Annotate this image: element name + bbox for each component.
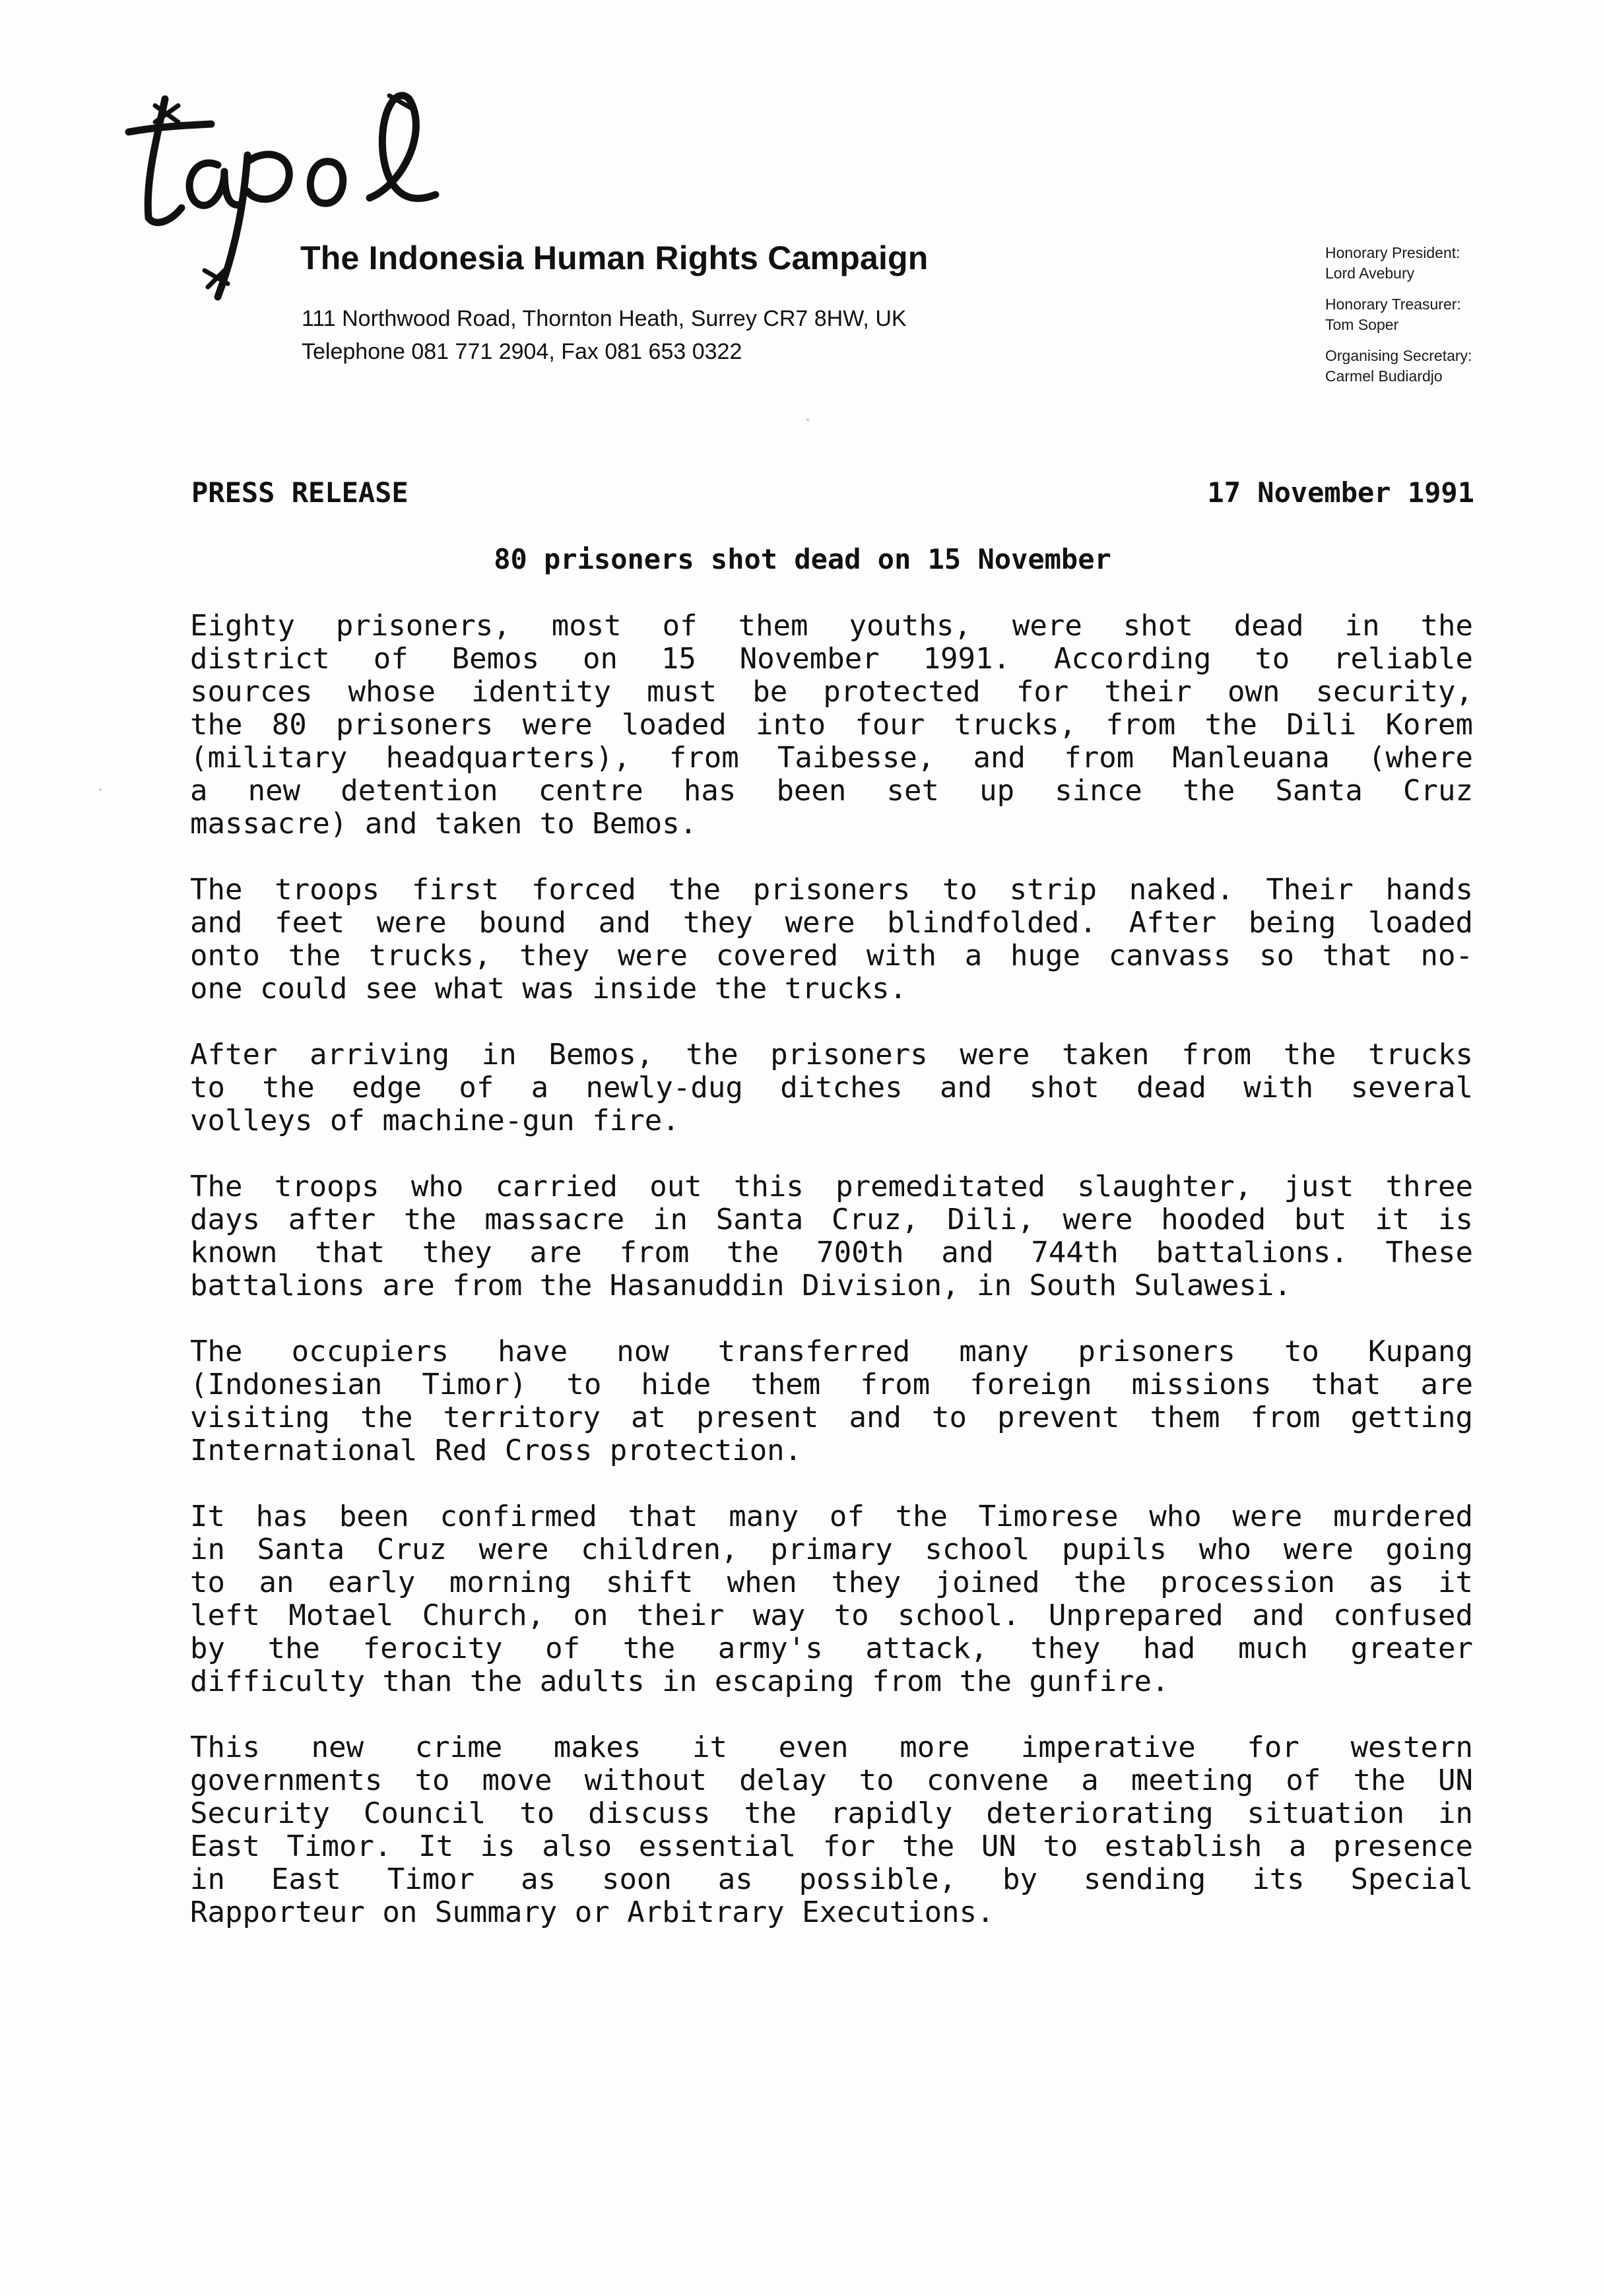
- paragraph-line: difficulty than the adults in escaping from the gunfire.: [190, 1665, 1169, 1698]
- paragraph-line: massacre) and taken to Bemos.: [190, 807, 698, 841]
- paragraph-line: East Timor. It is also essential for the UN to establish a presence: [190, 1830, 1473, 1863]
- paragraph-line: The troops first forced the prisoners to strip naked. Their hands: [190, 873, 1473, 907]
- paragraph-line: Security Council to discuss the rapidly deteriorating situation in: [190, 1797, 1473, 1830]
- paragraph-line: International Red Cross protection.: [190, 1434, 802, 1467]
- address-line: 111 Northwood Road, Thornton Heath, Surrey CR7 8HW, UK: [302, 306, 907, 331]
- paragraph-line: left Motael Church, on their way to school. Unprepared and confused: [190, 1599, 1473, 1632]
- body-paragraph: [190, 1170, 1473, 1302]
- headline: 80 prisoners shot dead on 15 November: [494, 543, 1111, 575]
- paragraph-line: (Indonesian Timor) to hide them from foreign missions that are: [190, 1368, 1473, 1401]
- paragraph-line: Eighty prisoners, most of them youths, were shot dead in the: [190, 609, 1473, 643]
- paragraph-line: This new crime makes it even more imperative for western: [190, 1731, 1473, 1764]
- paragraph-line: district of Bemos on 15 November 1991. According to reliable: [190, 642, 1473, 676]
- body-paragraph: [190, 610, 1473, 841]
- release-body: [190, 610, 1473, 1962]
- paragraph-line: in East Timor as soon as possible, by sending its Special: [190, 1863, 1473, 1896]
- paragraph-line: days after the massacre in Santa Cruz, Dili, were hooded but it is: [190, 1203, 1473, 1236]
- paragraph-line: visiting the territory at present and to prevent them from getting: [190, 1401, 1473, 1434]
- paragraph-line: After arriving in Bemos, the prisoners were taken from the trucks: [190, 1038, 1473, 1071]
- paragraph-line: to the edge of a newly-dug ditches and shot dead with several: [190, 1071, 1473, 1104]
- paragraph-line: onto the trucks, they were covered with a huge canvass so that no-: [190, 939, 1473, 973]
- scan-speck: [806, 418, 809, 421]
- paragraph-line: by the ferocity of the army's attack, they had much greater: [190, 1632, 1473, 1665]
- paragraph-line: volleys of machine-gun fire.: [190, 1104, 680, 1137]
- paragraph-line: sources whose identity must be protected for their own security,: [190, 675, 1473, 709]
- paragraph-line: a new detention centre has been set up since the Santa Cruz: [190, 774, 1473, 808]
- paragraph-line: The troops who carried out this premeditated slaughter, just three: [190, 1170, 1473, 1203]
- paragraph-line: in Santa Cruz were children, primary school pupils who were going: [190, 1533, 1473, 1566]
- paragraph-line: It has been confirmed that many of the Timorese who were murdered: [190, 1500, 1473, 1533]
- paragraph-line: to an early morning shift when they joined the procession as it: [190, 1566, 1473, 1599]
- organisation-name: The Indonesia Human Rights Campaign: [300, 239, 929, 276]
- paragraph-line: battalions are from the Hasanuddin Division, in South Sulawesi.: [190, 1269, 1292, 1302]
- paragraph-line: governments to move without delay to convene a meeting of the UN: [190, 1764, 1473, 1797]
- paragraph-line: and feet were bound and they were blindfolded. After being loaded: [190, 906, 1473, 940]
- press-release-label: PRESS RELEASE: [191, 476, 409, 509]
- release-date: 17 November 1991: [1207, 476, 1474, 509]
- officer-entry: [1325, 294, 1472, 335]
- paragraph-line: The occupiers have now transferred many prisoners to Kupang: [190, 1335, 1473, 1368]
- scan-speck: [99, 788, 102, 791]
- body-paragraph: [190, 1038, 1473, 1137]
- officer-entry: [1325, 346, 1472, 387]
- paragraph-line: Rapporteur on Summary or Arbitrary Executions.: [190, 1896, 995, 1929]
- officers-list: [1325, 243, 1472, 397]
- officer-role: Honorary President:: [1325, 244, 1460, 261]
- officer-name: Lord Avebury: [1325, 265, 1415, 282]
- officer-role: Organising Secretary:: [1325, 347, 1472, 364]
- paragraph-line: known that they are from the 700th and 744th battalions. These: [190, 1236, 1473, 1269]
- contact-line: Telephone 081 771 2904, Fax 081 653 0322: [302, 339, 742, 364]
- body-paragraph: [190, 874, 1473, 1005]
- paragraph-line: (military headquarters), from Taibesse, and from Manleuana (where: [190, 741, 1473, 775]
- officer-role: Honorary Treasurer:: [1325, 296, 1461, 313]
- paragraph-line: one could see what was inside the trucks.: [190, 972, 907, 1005]
- officer-name: Carmel Budiardjo: [1325, 367, 1443, 385]
- paragraph-line: the 80 prisoners were loaded into four trucks, from the Dili Korem: [190, 708, 1473, 742]
- organisation-address: [302, 302, 907, 368]
- officer-name: Tom Soper: [1325, 316, 1399, 333]
- body-paragraph: [190, 1731, 1473, 1929]
- body-paragraph: [190, 1335, 1473, 1467]
- body-paragraph: [190, 1500, 1473, 1698]
- officer-entry: [1325, 243, 1472, 284]
